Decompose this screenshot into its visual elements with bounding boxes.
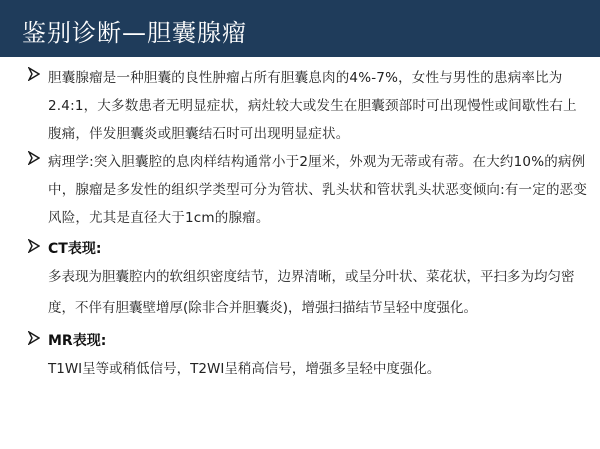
mr-description: T1WI呈等或稍低信号，T2WI呈稍高信号，增强多呈轻中度强化。 [48, 361, 441, 377]
ct-description: 多表现为胆囊腔内的软组织密度结节，边界清晰，或呈分叶状、菜花状，平扫多为均匀密度，不伴有胆囊壁增厚(除非合并胆囊炎)，增强扫描结节呈轻中度强化。 [48, 269, 575, 316]
bullet-item-pathology [28, 148, 588, 232]
slide-title: 鉴别诊断—胆囊腺瘤 [22, 19, 247, 47]
bullet-text: 病理学:突入胆囊腔的息肉样结构通常小于2厘米，外观为无蒂或有蒂。在大约10%的病例中，腺瘤是多发性的组织学类型可分为管状、乳头状和管状乳头状恶变倾向:有一定的恶变风险，尤其是直径大于1cm的腺瘤。 [48, 154, 588, 226]
slide-content [28, 64, 588, 385]
bullet-item-ct [28, 236, 588, 262]
arrow-right-icon [28, 239, 40, 253]
title-bar [0, 0, 600, 57]
bullet-item-adenoma-overview [28, 64, 588, 148]
arrow-right-icon [28, 151, 40, 165]
section-heading-ct: CT表现: [48, 241, 102, 257]
arrow-right-icon [28, 67, 40, 81]
bullet-text: 胆囊腺瘤是一种胆囊的良性肿瘤占所有胆囊息肉的4%-7%，女性与男性的患病率比为2.4:1，大多数患者无明显症状，病灶较大或发生在胆囊颈部时可出现慢性或间歇性右上腹痛，伴发胆囊炎或胆囊结石时可出现明显症状。 [48, 70, 577, 142]
section-heading-mr: MR表现: [48, 333, 107, 349]
arrow-right-icon [28, 331, 40, 345]
bullet-item-mr [28, 328, 588, 354]
